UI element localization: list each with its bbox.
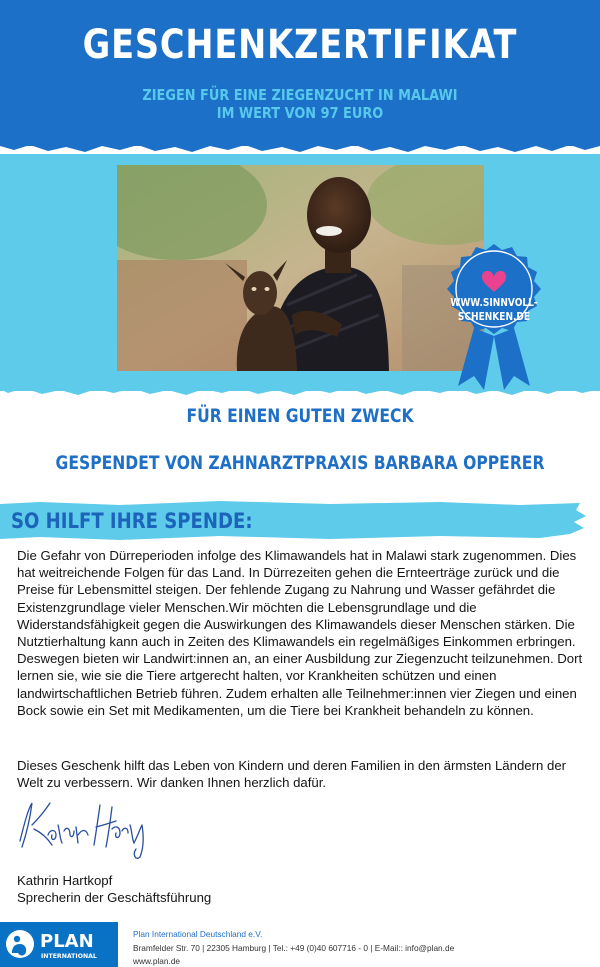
logo-subword: INTERNATIONAL — [41, 953, 97, 960]
signer-role: Sprecherin der Geschäftsführung — [17, 890, 212, 905]
section-heading: SO HILFT IHRE SPENDE: — [11, 509, 253, 533]
footer-organization: Plan International Deutschland e.V. — [133, 929, 263, 939]
gift-description: ZIEGEN FÜR EINE ZIEGENZUCHT IN MALAWI — [142, 86, 458, 104]
purpose-heading: FÜR EINEN GUTEN ZWECK — [186, 405, 414, 427]
donor-line: GESPENDET VON ZAHNARZTPRAXIS BARBARA OPPERER — [55, 452, 545, 474]
logo-word: PLAN — [40, 931, 94, 952]
sinnvoll-schenken-badge — [436, 240, 552, 390]
footer-address: Bramfelder Str. 70 | 22305 Hamburg | Tel.: +49 (0)40 607716 - 0 | E-Mail:: info@plan.de — [133, 943, 455, 953]
plan-international-logo — [0, 922, 118, 967]
handwritten-signature — [12, 795, 162, 865]
badge-text-line1: WWW.SINNVOLL- — [450, 296, 538, 309]
footer-website: www.plan.de — [133, 956, 181, 966]
child-with-goat-photo — [117, 165, 484, 371]
donation-impact-text: Die Gefahr von Dürreperioden infolge des Klimawandels hat in Malawi stark zugenommen. Dies hat weitreichende Folgen für das Land. In Dürrezeiten gehen die Ernteerträge zurück und die Preise für Lebensmittel steigen. Der fehlende Zugang zu Nahrung und Wasser gefährdet die Existenzgrundlage vieler Menschen.Wir möchten die Lebensgrundlage und die Widerstandsfähigkeit gegen die Auswirkungen des Klimawandels dieser Menschen stärken. Die Nutztierhaltung kann auch in Zeiten des Klimawandels ein regelmäßiges Einkommen erbringen. Deswegen bieten wir Landwirt:innen an, an einer Ausbildung zur Ziegenzucht teilzunehmen. Dort lernen sie, wie sie die Tiere artgerecht halten, vor Krankheiten schützen und einen landwirtschaftlichen Betrieb führen. Zudem erhalten alle Teilnehmer:innen vier Ziegen und einen Bock sowie ein Set mit Medikamenten, um die Tiere bei Krankheit behandeln zu können. — [17, 548, 583, 718]
certificate-title: GESCHENKZERTIFIKAT — [82, 22, 518, 68]
thank-you-text: Dieses Geschenk hilft das Leben von Kindern und deren Familien in den ärmsten Ländern der Welt zu verbessern. Wir danken Ihnen herzlich dafür. — [17, 758, 567, 791]
gift-value: IM WERT VON 97 EURO — [216, 104, 384, 122]
signer-name: Kathrin Hartkopf — [17, 873, 113, 888]
badge-text-line2: SCHENKEN.DE — [457, 310, 531, 323]
